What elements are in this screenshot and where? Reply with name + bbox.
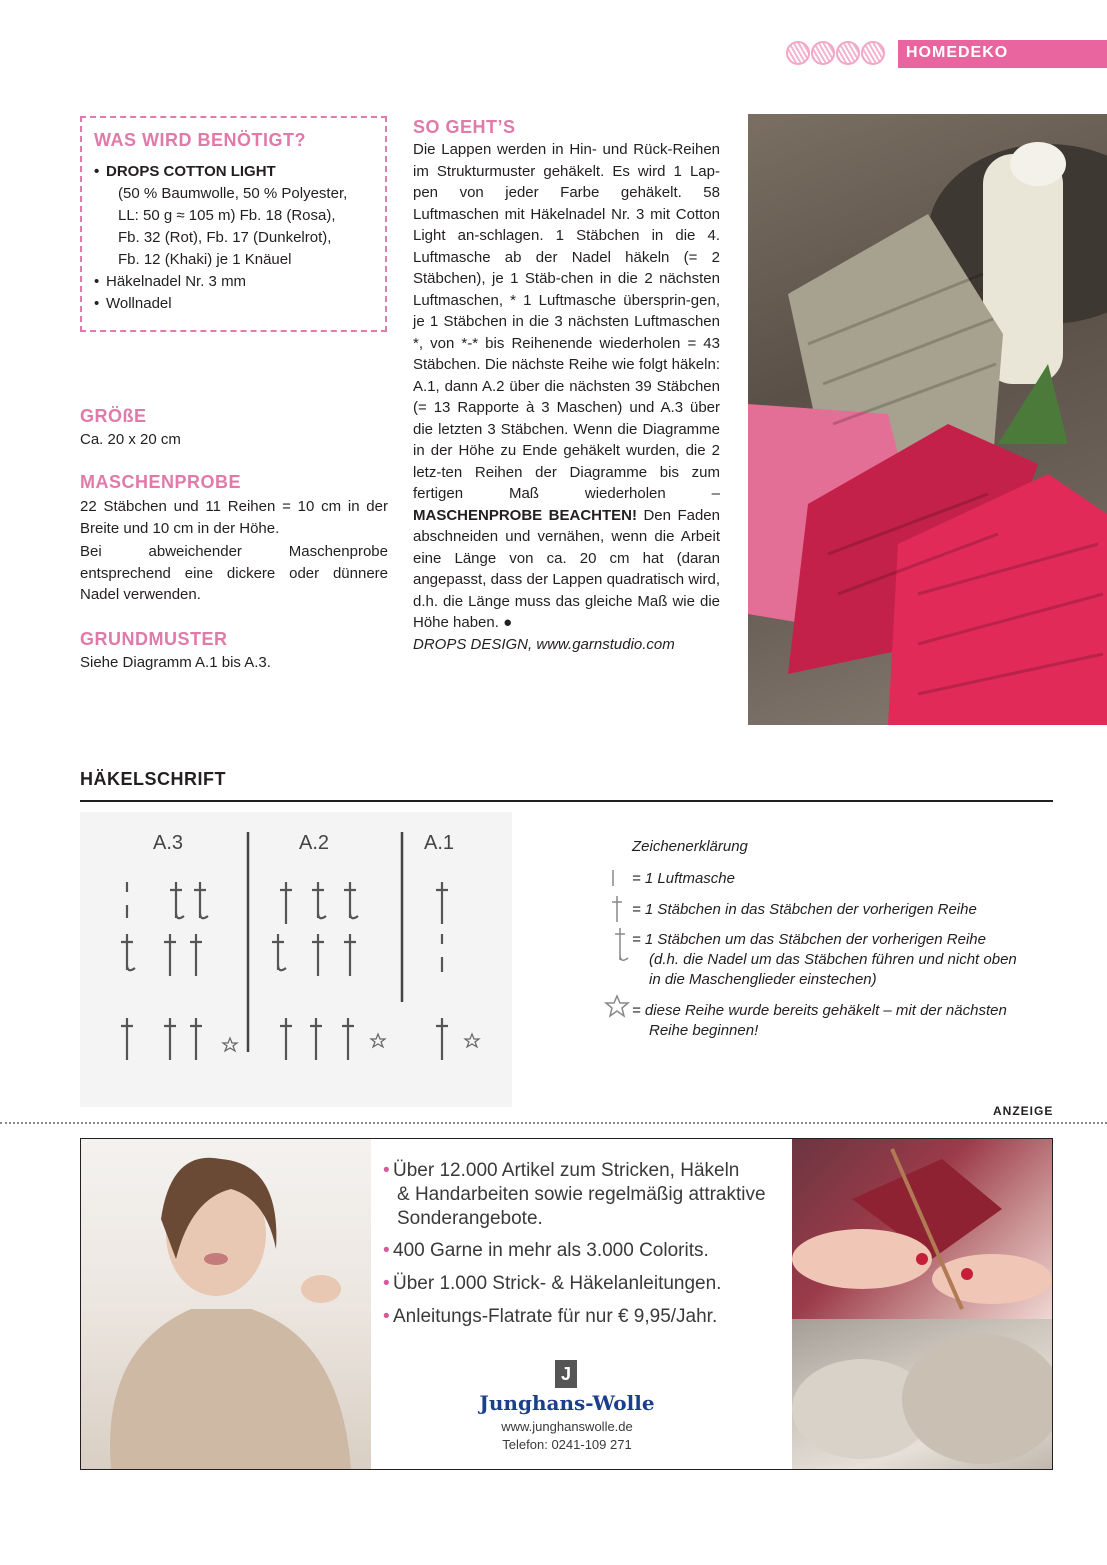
materials-title: WAS WIRD BENÖTIGT?: [94, 130, 306, 150]
yarn-ball-icon: [786, 41, 810, 65]
ad-bullet: • Anleitungs-Flatrate für nur € 9,95/Jahr.: [393, 1305, 717, 1329]
yarn-ball-icon: [861, 41, 885, 65]
dishcloth-illustration: [748, 114, 1107, 725]
ad-label: ANZEIGE: [993, 1104, 1054, 1118]
diagram-label-a3: A.3: [153, 832, 184, 854]
knitting-illustration: [792, 1139, 1053, 1319]
ad-bullet-line: Sonderangebote.: [397, 1208, 543, 1229]
materials-box: [80, 116, 387, 332]
credit-brand: DROPS DESIGN: [413, 635, 529, 653]
brand-phone: Telefon: 0241-109 271: [502, 1437, 632, 1452]
gauge-text-2: Bei abweichender Maschenprobe entsprechend eine dickere oder dünnere Nadel verwenden.: [80, 543, 388, 603]
instructions-body-2: Den Faden abschneiden und vernähen, wenn die Arbeit eine Länge von ca. 20 cm hat (daran angepasst, dass der Lappen quadratisch wird, d.h. die Länge muss das gleiche Maß wie die Höhe haben.: [413, 506, 720, 631]
section-title: HOMEDEKO: [906, 44, 1009, 61]
materials-item: • Wollnadel: [94, 293, 385, 315]
materials-item: • DROPS COTTON LIGHT: [94, 161, 385, 183]
model-photo: [81, 1139, 371, 1469]
instructions-body: Die Lappen werden in Hin- und Rück-Reihen im Strukturmuster gehäkelt. Es wird 1 Lap-pen von jeder Farbe gehäkelt. 58 Luftmaschen mit Häkelnadel Nr. 3 mit Cotton Light an-schlagen. 1 Stäbchen in die 4. Luftmasche ab der Nadel häkeln (= 2 Stäbchen), je 1 Stäb-chen in die 2 nächsten Luftmaschen, * 1 Luftmasche übersprin-gen, je 1 Stäbchen in die 3 nächsten Luftmaschen *, von *-* bis Reihenende wiederholen = 43 Stäbchen. Die nächste Reihe wie folgt häkeln: A.1, dann A.2 über die nächsten 39 Stäbchen (= 13 Rapporte à 3 Maschen) und A.3 über die letzten 3 Stäbchen. Wenn die Diagramme in der Höhe zu Ende gehäkelt wurden, die 2 letz-ten Reihen der Diagramme bis zum fertigen Maß wiederholen –: [413, 141, 720, 502]
brand-logo-icon: J: [555, 1360, 577, 1388]
section-header: [898, 40, 1107, 68]
materials-item: (50 % Baumwolle, 50 % Polyester,: [118, 185, 348, 202]
model-illustration: [81, 1139, 371, 1469]
legend-item: = 1 Luftmasche: [632, 870, 735, 887]
ad-bullet-line: & Handarbeiten sowie regelmäßig attraktive: [397, 1184, 766, 1205]
crochet-diagram: [80, 812, 512, 1107]
gauge-heading: MASCHENPROBE: [80, 472, 242, 492]
legend-item: = diese Reihe wurde bereits gehäkelt – mit der nächsten: [632, 1002, 1007, 1019]
yarn-ball-icon: [811, 41, 835, 65]
legend-item: = 1 Stäbchen um das Stäbchen der vorherigen Reihe: [632, 931, 986, 948]
legend-title: Zeichenerklärung: [632, 838, 748, 855]
design-credit: [413, 636, 675, 653]
materials-item: Fb. 12 (Khaki) je 1 Knäuel: [118, 251, 292, 268]
instructions-text: [413, 139, 720, 655]
credit-url: , www.garnstudio.com: [528, 635, 675, 653]
pattern-heading: GRUNDMUSTER: [80, 629, 228, 649]
instructions-heading: SO GEHT’S: [413, 117, 516, 137]
legend-item: = 1 Stäbchen in das Stäbchen der vorherigen Reihe: [632, 901, 977, 918]
dishcloth-photo: [748, 114, 1107, 725]
yarn-balls-photo: [792, 1319, 1053, 1470]
advertisement[interactable]: [80, 1138, 1053, 1470]
diagram-label-a2: A.2: [299, 832, 330, 854]
ad-bullet: • Über 1.000 Strick- & Häkelanleitungen.: [393, 1272, 721, 1296]
legend-item: in die Maschenglieder einstechen): [649, 971, 877, 988]
knitting-hands-photo: [792, 1139, 1053, 1319]
legend-symbols: [603, 866, 633, 1036]
gauge-text: 22 Stäbchen und 11 Reihen = 10 cm in der Breite und 10 cm in der Höhe.: [80, 498, 388, 537]
brand-url[interactable]: www.junghanswolle.de: [501, 1419, 633, 1434]
size-text: Ca. 20 x 20 cm: [80, 431, 181, 448]
ad-bullet: • Über 12.000 Artikel zum Stricken, Häkeln: [393, 1159, 739, 1183]
instructions-bold: MASCHENPROBE BEACHTEN!: [413, 506, 637, 524]
end-mark-icon: ●: [503, 614, 513, 631]
ad-bullet: • 400 Garne in mehr als 3.000 Colorits.: [393, 1239, 709, 1263]
materials-item: Fb. 32 (Rot), Fb. 17 (Dunkelrot),: [118, 229, 332, 246]
brand-name[interactable]: Junghans-Wolle: [479, 1391, 655, 1415]
size-heading: GRÖßE: [80, 406, 147, 426]
diagram-label-a1: A.1: [424, 832, 455, 854]
yarn-ball-icon: [836, 41, 860, 65]
pattern-text: Siehe Diagramm A.1 bis A.3.: [80, 654, 271, 671]
legend-item: (d.h. die Nadel um das Stäbchen führen und nicht oben: [649, 951, 1017, 968]
chart-heading: HÄKELSCHRIFT: [80, 769, 226, 789]
materials-item: • Häkelnadel Nr. 3 mm: [94, 271, 385, 293]
legend-item: Reihe beginnen!: [649, 1022, 759, 1039]
divider: [80, 800, 1053, 802]
materials-item: LL: 50 g ≈ 105 m) Fb. 18 (Rosa),: [118, 207, 336, 224]
diagram-symbols: [80, 812, 512, 1107]
dotted-divider: [0, 1122, 1107, 1124]
yarn-illustration: [792, 1319, 1053, 1470]
